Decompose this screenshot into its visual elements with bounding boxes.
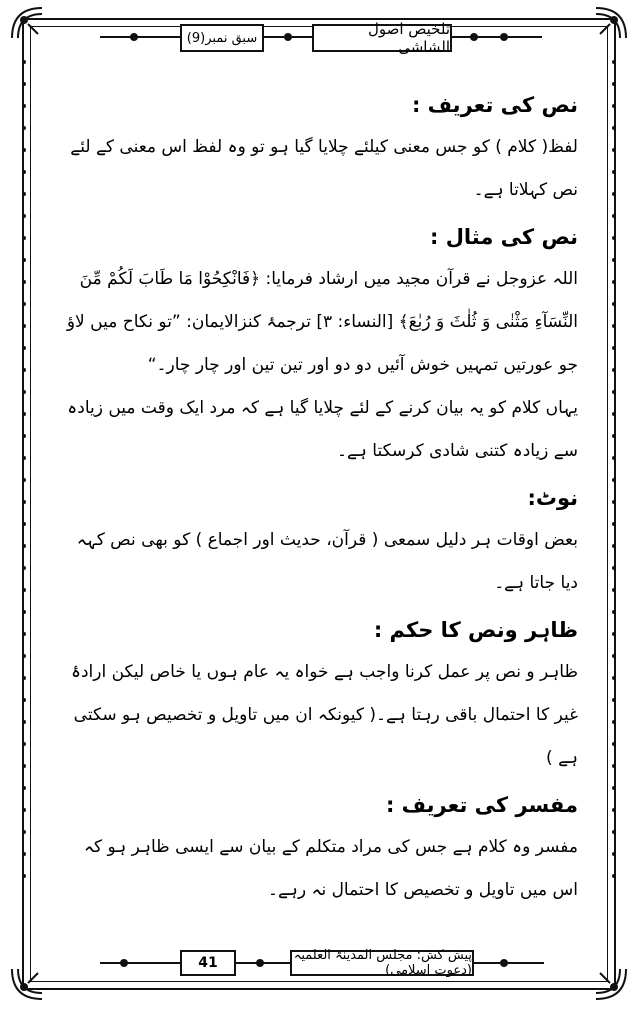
section-paragraph: مفسر وہ کلام ہے جس کی مراد متکلم کے بیان سے ایسی ظاہر ہو کہ اس میں تاویل و تخصیص کا احتمال نہ رہے۔ [84, 837, 578, 900]
footer-connector [474, 962, 544, 964]
section-paragraph: بعض اوقات ہر دلیل سمعی ( قرآن، حدیث اور اجماع ) کو بھی نص کہہ دیا جاتا ہے۔ [76, 530, 578, 593]
section-nass-definition [58, 90, 578, 212]
page-footer [0, 950, 638, 990]
page-content [58, 80, 578, 912]
left-border-dots [20, 60, 28, 950]
book-title: تلخیص اصول الشاشی [312, 24, 452, 52]
header-dot-icon [470, 33, 478, 41]
section-paragraph: لفظ( کلام ) کو جس معنی کیلئے چلایا گیا ہو تو وہ لفظ اس معنی کے لئے نص کہلاتا ہے۔ [70, 137, 578, 200]
section-paragraph: اللہ عزوجل نے قرآن مجید میں ارشاد فرمایا: ﴿فَانْكِحُوْا مَا طَابَ لَكُمْ مِّنَ النِّسَآءِ مَثْنٰى وَ ثُلٰثَ وَ رُبٰعَ﴾ [النساء: ۳] ترجمۂ کنزالایمان: ”تو نکاح میں لاؤ جو عورتیں تمہیں خوش آئیں دو دو اور تین تین اور چار چار۔“ [66, 269, 578, 375]
section-note [58, 483, 578, 605]
section-heading: نوٹ: [527, 486, 578, 510]
right-border-dots [610, 60, 618, 950]
section-heading: نص کی تعریف : [411, 93, 578, 117]
header-dot-icon [130, 33, 138, 41]
page-header [0, 8, 638, 56]
section-zahir-nass-ruling [58, 615, 578, 780]
section-heading: نص کی مثال : [429, 225, 578, 249]
section-heading: ظاہر ونص کا حکم : [373, 618, 578, 642]
header-connector [100, 36, 180, 38]
header-dot-icon [500, 33, 508, 41]
footer-connector [100, 962, 180, 964]
footer-dot-icon [500, 959, 508, 967]
header-connector [452, 36, 542, 38]
footer-dot-icon [120, 959, 128, 967]
header-dot-icon [284, 33, 292, 41]
section-heading: مفسر کی تعریف : [385, 793, 578, 817]
footer-dot-icon [256, 959, 264, 967]
lesson-label: سبق نمبر(9) [180, 24, 264, 52]
section-paragraph: یہاں کلام کو یہ بیان کرنے کے لئے چلایا گیا ہے کہ مرد ایک وقت میں زیادہ سے زیادہ کتنی شادی کرسکتا ہے۔ [67, 398, 578, 461]
page-number: 41 [180, 950, 236, 976]
section-paragraph: ظاہر و نص پر عمل کرنا واجب ہے خواہ یہ عام ہوں یا خاص لیکن ارادۂ غیر کا احتمال باقی رہتا ہے۔( کیونکہ ان میں تاویل و تخصیص ہو سکتی ہے ) [71, 662, 578, 768]
section-nass-example [58, 222, 578, 473]
publisher-label: پیش کش: مجلس المدینۃ العلمیہ (دعوت اسلامی) [290, 950, 474, 976]
section-mufassar-definition [58, 790, 578, 912]
